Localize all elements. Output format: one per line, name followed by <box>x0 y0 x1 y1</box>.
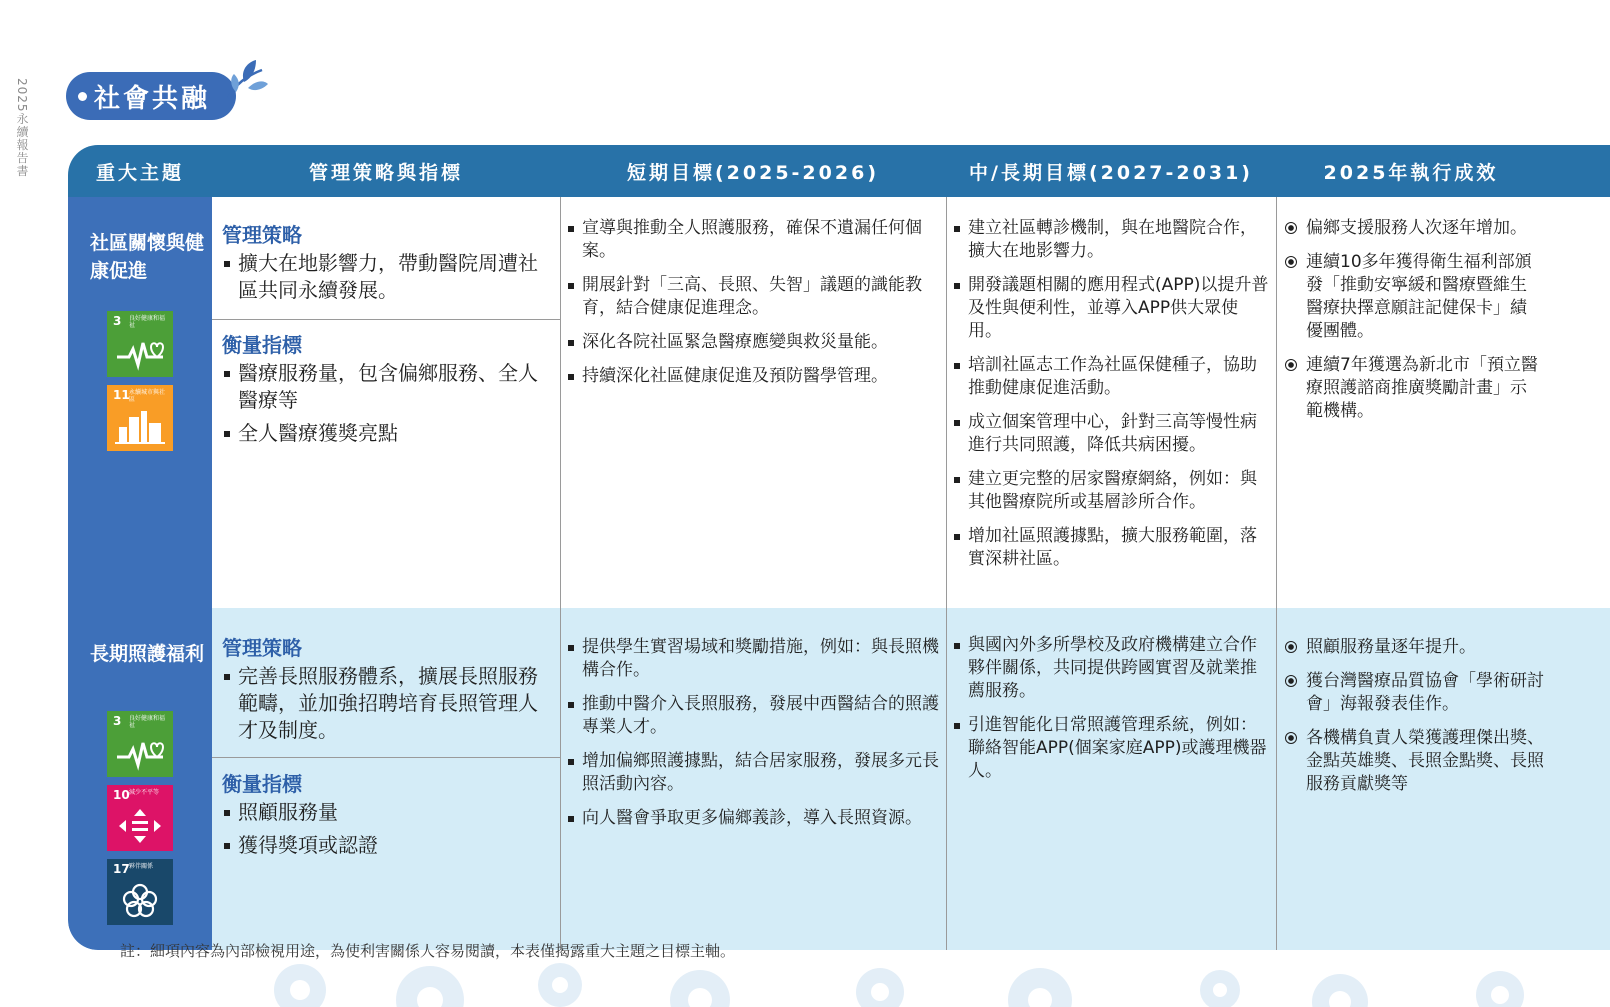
header-strategy: 管理策略與指標 <box>308 161 463 184</box>
list-item: 推動中醫介入長照服務，發展中西醫結合的照護專業人才。 <box>566 693 940 739</box>
list-item: 偏鄉支援服務人次逐年增加。 <box>1284 217 1542 240</box>
sdg3-heartbeat-icon: 3 良好健康和福祉 <box>107 311 173 377</box>
strategy-list <box>222 250 554 304</box>
list-item: 建立社區轉診機制，與在地醫院合作，擴大在地影響力。 <box>952 217 1272 263</box>
results-cell <box>1284 217 1542 434</box>
results-list <box>1284 217 1542 423</box>
list-item: 與國內外多所學校及政府機構建立合作夥伴關係，共同提供跨國實習及就業推薦服務。 <box>952 634 1272 703</box>
header-topic: 重大主題 <box>95 161 184 184</box>
list-item: 完善長照服務體系，擴展長照服務範疇，並加強招聘培育長照管理人才及制度。 <box>222 663 554 744</box>
list-item: 向人醫會爭取更多偏鄉義診，導入長照資源。 <box>566 807 940 830</box>
table-header <box>68 145 1610 197</box>
strategy-cell <box>222 221 554 310</box>
long-term-list <box>952 217 1272 571</box>
topic-label: 長期照護福利 <box>90 643 205 665</box>
results-list <box>1284 636 1546 796</box>
list-item: 各機構負責人榮獲護理傑出獎、金點英雄獎、長照金點獎、長照服務貢獻獎等 <box>1284 727 1546 796</box>
topic-label: 社區關懷與健康促進 <box>90 232 205 282</box>
indicator-heading: 衡量指標 <box>222 772 302 796</box>
list-item: 連續7年獲選為新北市「預立醫療照護諮商推廣獎勵計畫」示範機構。 <box>1284 354 1542 423</box>
short-term-list <box>566 636 940 830</box>
list-item: 連續10多年獲得衛生福利部頒發「推動安寧緩和醫療暨維生醫療抉擇意願註記健保卡」績優團體。 <box>1284 251 1542 343</box>
list-item: 照顧服務量逐年提升。 <box>1284 636 1546 659</box>
sdg11-city-icon: 11 永續城市與社區 <box>107 385 173 451</box>
section-title-pill <box>66 72 236 120</box>
sdg17-partnership-flower-icon: 17 夥伴關係 <box>107 859 173 925</box>
list-item: 持續深化社區健康促進及預防醫學管理。 <box>566 365 940 388</box>
list-item: 增加偏鄉照護據點，結合居家服務，發展多元長照活動內容。 <box>566 750 940 796</box>
sdg3-heartbeat-icon: 3 良好健康和福祉 <box>107 711 173 777</box>
side-report-label: 2025永續報告書 <box>15 78 29 178</box>
strategy-cell <box>222 634 554 750</box>
table-row <box>68 197 1610 608</box>
strategy-heading: 管理策略 <box>222 636 302 660</box>
list-item: 獲台灣醫療品質協會「學術研討會」海報發表佳作。 <box>1284 670 1546 716</box>
bullet-dot-icon <box>78 92 87 101</box>
long-term-cell <box>952 217 1272 582</box>
list-item: 全人醫療獲獎亮點 <box>222 420 554 447</box>
list-item: 深化各院社區緊急醫療應變與救災量能。 <box>566 331 940 354</box>
topic-cell <box>68 608 212 950</box>
list-item: 引進智能化日常照護管理系統，例如：聯絡智能APP(個案家庭APP)或護理機器人。 <box>952 714 1272 783</box>
header-short-term: 短期目標(2025-2026) <box>626 161 879 184</box>
table-row <box>68 608 1610 950</box>
list-item: 增加社區照護據點，擴大服務範圍，落實深耕社區。 <box>952 525 1272 571</box>
list-item: 獲得獎項或認證 <box>222 832 554 859</box>
strategy-heading: 管理策略 <box>222 223 302 247</box>
topic-cell <box>68 197 212 608</box>
indicator-list <box>222 360 554 447</box>
indicator-cell <box>222 770 554 865</box>
list-item: 醫療服務量，包含偏鄉服務、全人醫療等 <box>222 360 554 414</box>
list-item: 建立更完整的居家醫療網絡，例如：與其他醫療院所或基層診所合作。 <box>952 468 1272 514</box>
list-item: 宣導與推動全人照護服務，確保不遺漏任何個案。 <box>566 217 940 263</box>
header-long-term: 中/長期目標(2027-2031) <box>969 161 1253 184</box>
list-item: 成立個案管理中心，針對三高等慢性病進行共同照護，降低共病困擾。 <box>952 411 1272 457</box>
strategy-list <box>222 663 554 744</box>
short-term-cell <box>566 636 940 841</box>
material-topics-table <box>68 145 1610 951</box>
list-item: 開發議題相關的應用程式(APP)以提升普及性與便利性，並導入APP供大眾使用。 <box>952 274 1272 343</box>
long-term-cell <box>952 634 1272 794</box>
short-term-list <box>566 217 940 388</box>
indicator-list <box>222 799 554 859</box>
sdg10-equality-arrows-icon: 10 減少不平等 <box>107 785 173 851</box>
list-item: 培訓社區志工作為社區保健種子，協助推動健康促進活動。 <box>952 354 1272 400</box>
leaf-icon <box>222 58 268 104</box>
results-cell <box>1284 636 1546 807</box>
footnote: 註：細項內容為內部檢視用途，為使利害關係人容易閱讀，本表僅揭露重大主題之目標主軸。 <box>120 942 736 960</box>
section-title: 社會共融 <box>94 83 211 114</box>
list-item: 提供學生實習場域和獎勵措施，例如：與長照機構合作。 <box>566 636 940 682</box>
list-item: 擴大在地影響力，帶動醫院周遭社區共同永續發展。 <box>222 250 554 304</box>
short-term-cell <box>566 217 940 399</box>
header-results: 2025年執行成效 <box>1323 161 1499 184</box>
indicator-cell <box>222 331 554 453</box>
list-item: 照顧服務量 <box>222 799 554 826</box>
indicator-heading: 衡量指標 <box>222 333 302 357</box>
list-item: 開展針對「三高、長照、失智」議題的識能教育，結合健康促進理念。 <box>566 274 940 320</box>
long-term-list <box>952 634 1272 783</box>
